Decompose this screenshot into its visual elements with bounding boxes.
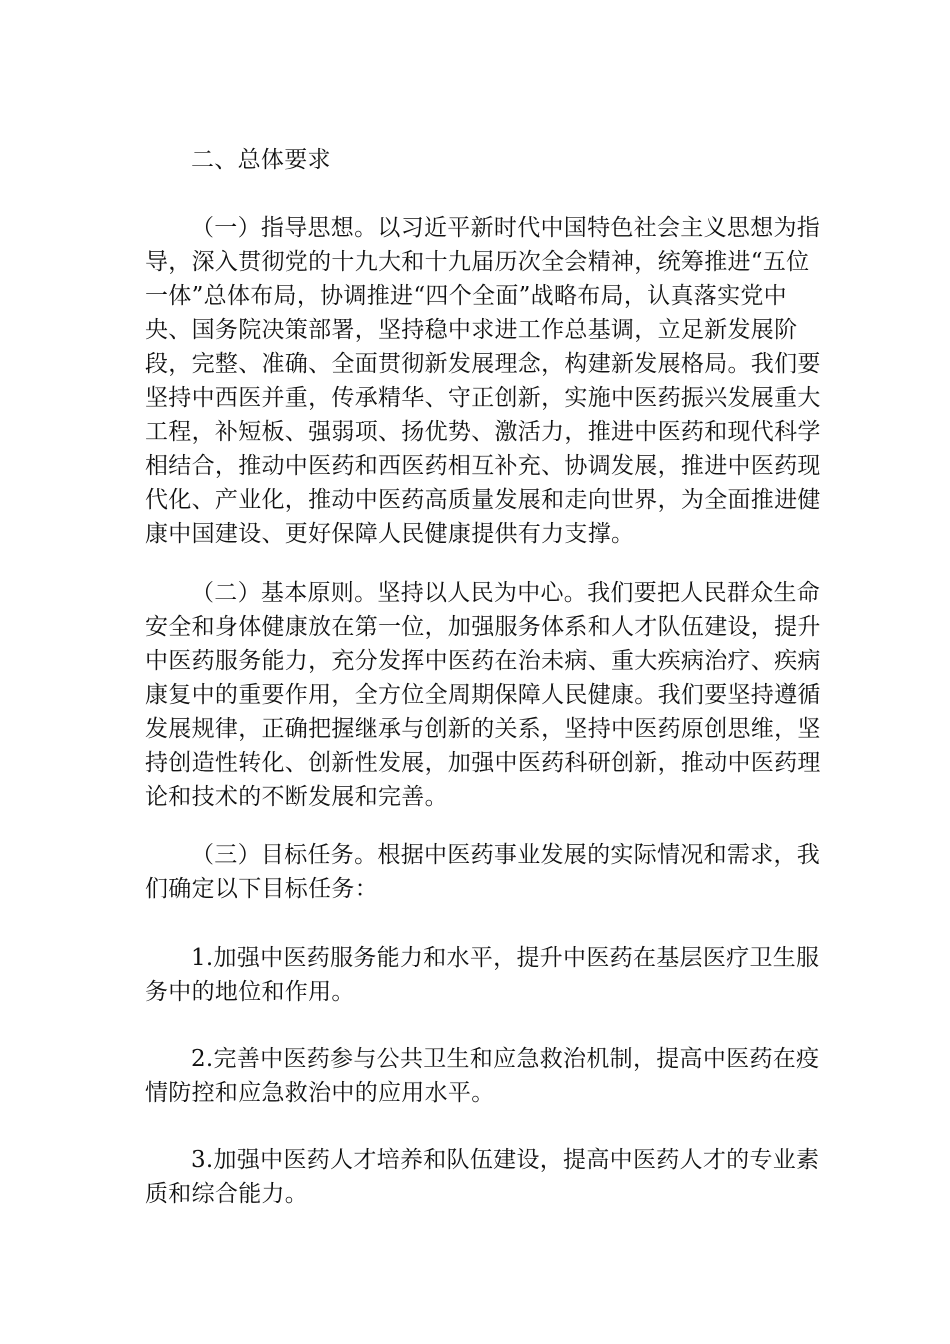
paragraph-goals-tasks: （三）目标任务。根据中医药事业发展的实际情况和需求，我们确定以下目标任务： <box>145 842 821 902</box>
paragraph-guiding-ideology: （一）指导思想。以习近平新时代中国特色社会主义思想为指导，深入贯彻党的十九大和十九届历次全会精神，统筹推进“五位一体”总体布局，协调推进“四个全面”战略布局，认真落实党中央、国务院决策部署，坚持稳中求进工作总基调，立足新发展阶段，完整、准确、全面贯彻新发展理念，构建新发展格局。我们要坚持中西医并重，传承精华、守正创新，实施中医药振兴发展重大工程，补短板、强弱项、扬优势、激活力，推进中医药和现代科学相结合，推动中医药和西医药相互补充、协调发展，推进中医药现代化、产业化，推动中医药高质量发展和走向世界，为全面推进健康中国建设、更好保障人民健康提供有力支撑。 <box>145 215 821 547</box>
list-item-2: 2.完善中医药参与公共卫生和应急救治机制，提高中医药在疫情防控和应急救治中的应用水平。 <box>145 1046 820 1106</box>
list-item-1: 1.加强中医药服务能力和水平，提升中医药在基层医疗卫生服务中的地位和作用。 <box>145 945 820 1005</box>
list-item-3: 3.加强中医药人才培养和队伍建设，提高中医药人才的专业素质和综合能力。 <box>145 1147 820 1207</box>
paragraph-basic-principles: （二）基本原则。坚持以人民为中心。我们要把人民群众生命安全和身体健康放在第一位，加强服务体系和人才队伍建设，提升中医药服务能力，充分发挥中医药在治未病、重大疾病治疗、疾病康复中的重要作用，全方位全周期保障人民健康。我们要坚持遵循发展规律，正确把握继承与创新的关系，坚持中医药原创思维，坚持创造性转化、创新性发展，加强中医药科研创新，推动中医药理论和技术的不断发展和完善。 <box>145 580 821 810</box>
section-heading: 二、总体要求 <box>191 147 331 173</box>
